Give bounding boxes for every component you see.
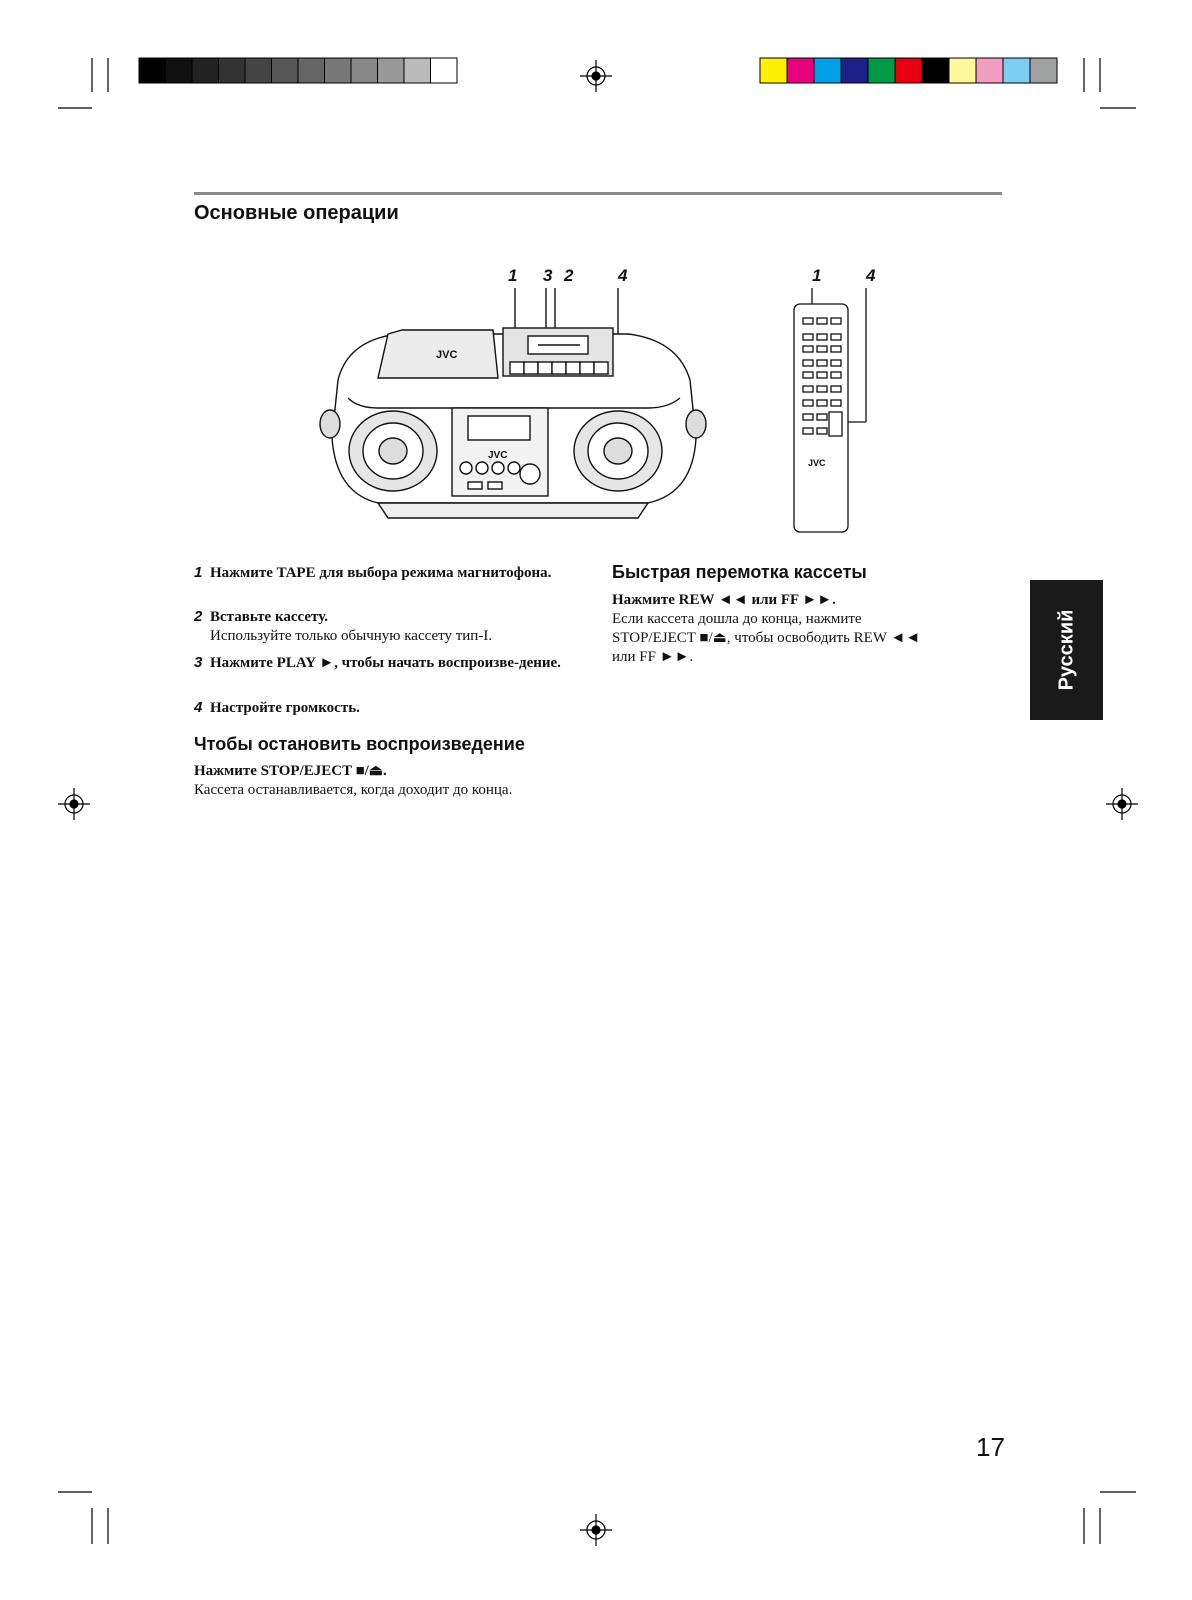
step-instruction: Настройте громкость.	[210, 700, 360, 716]
step-number: 3	[194, 654, 203, 671]
page-number: 17	[976, 1432, 1005, 1462]
remote-control-illustration	[790, 288, 880, 538]
calibration-swatch	[378, 58, 405, 83]
section-title: Основные операции	[194, 202, 399, 224]
calibration-swatch	[922, 58, 949, 83]
step-3	[194, 653, 574, 673]
calibration-swatch	[1030, 58, 1057, 83]
calibration-swatch	[814, 58, 841, 83]
step-4	[194, 698, 574, 718]
stop-section-title: Чтобы остановить воспроизведение	[194, 734, 525, 754]
calibration-swatch	[895, 58, 922, 83]
calibration-swatch	[192, 58, 219, 83]
rewind-note-line-3: или FF ►►.	[612, 649, 694, 665]
callout-main-2: 2	[564, 266, 574, 285]
section-rule	[194, 192, 1002, 195]
step-note: Используйте только обычную кассету тип-I.	[210, 628, 493, 644]
callout-main-3: 3	[543, 266, 553, 285]
calibration-swatch	[431, 58, 458, 83]
svg-text:JVC: JVC	[436, 349, 458, 361]
rewind-section-title: Быстрая перемотка кассеты	[612, 562, 867, 582]
rewind-note-line-1: Если кассета дошла до конца, нажмите	[612, 611, 862, 627]
stop-instruction: Нажмите STOP/EJECT ■/⏏.	[194, 763, 387, 779]
step-number: 4	[194, 699, 203, 716]
callout-remote-1: 1	[812, 266, 822, 285]
calibration-swatch	[272, 58, 299, 83]
step-number: 2	[194, 608, 203, 625]
calibration-swatch	[351, 58, 378, 83]
boombox-illustration	[318, 288, 708, 538]
callout-remote-4: 4	[866, 266, 876, 285]
step-2	[194, 607, 574, 646]
calibration-swatch	[404, 58, 431, 83]
calibration-swatch	[219, 58, 246, 83]
calibration-swatch	[325, 58, 352, 83]
rewind-instruction: Нажмите REW ◄◄ или FF ►►.	[612, 592, 836, 608]
svg-text:JVC: JVC	[808, 458, 826, 468]
step-instruction: Вставьте кассету.	[210, 609, 328, 625]
step-instruction: Нажмите PLAY ►, чтобы начать воспроизве-дение.	[210, 655, 561, 671]
step-number: 1	[194, 564, 203, 581]
calibration-swatch	[139, 58, 166, 83]
step-instruction: Нажмите TAPE для выбора режима магнитофона.	[210, 565, 552, 581]
calibration-swatch	[1003, 58, 1030, 83]
callout-main-1: 1	[508, 266, 518, 285]
rewind-note-line-2: STOP/EJECT ■/⏏, чтобы освободить REW ◄◄	[612, 630, 921, 646]
stop-note: Кассета останавливается, когда доходит до конца.	[194, 782, 513, 798]
callout-main-4: 4	[618, 266, 628, 285]
language-tab	[1030, 580, 1103, 720]
calibration-swatch	[976, 58, 1003, 83]
calibration-swatch	[760, 58, 787, 83]
color-calibration-bar	[760, 58, 1057, 83]
language-tab-label: Русский	[1055, 609, 1077, 691]
gray-calibration-bar	[139, 58, 457, 83]
calibration-swatch	[787, 58, 814, 83]
calibration-swatch	[245, 58, 272, 83]
calibration-swatch	[949, 58, 976, 83]
step-1	[194, 563, 574, 583]
svg-text:JVC: JVC	[488, 450, 508, 461]
calibration-swatch	[298, 58, 325, 83]
calibration-swatch	[868, 58, 895, 83]
calibration-swatch	[166, 58, 193, 83]
calibration-swatch	[841, 58, 868, 83]
